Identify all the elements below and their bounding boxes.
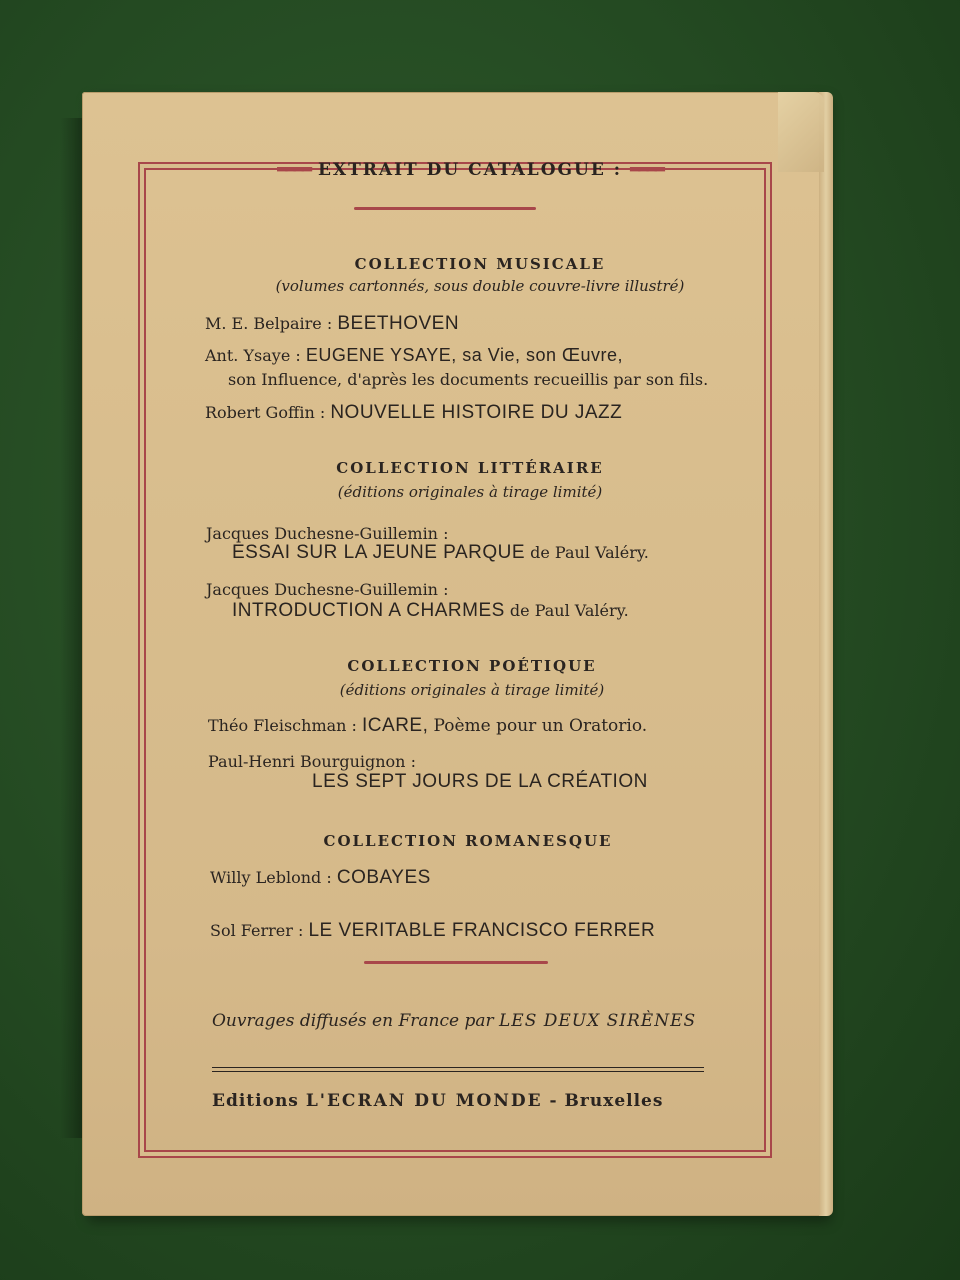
entry-work: LE VERITABLE FRANCISCO FERRER: [308, 920, 656, 941]
entry-belpaire: [205, 313, 459, 335]
publisher-name: L'ECRAN DU MONDE: [305, 1091, 543, 1111]
entry-ysaye-line2: son Influence, d'après les documents recueillis par son fils.: [228, 370, 709, 389]
entry-leblond: [210, 867, 431, 889]
footer-rule: [364, 961, 548, 964]
header-ornament-right: ════: [629, 160, 663, 180]
entry-suffix: de Paul Valéry.: [530, 543, 649, 562]
entry-author: Ant. Ysaye :: [205, 346, 301, 365]
entry-author: Théo Fleischman :: [208, 716, 357, 735]
entry-bourguignon-work: LES SEPT JOURS DE LA CRÉATION: [312, 771, 648, 792]
entry-fleischman: [208, 715, 647, 737]
distribution-line: [212, 1011, 696, 1031]
entry-goffin: [205, 402, 622, 424]
entry-ysaye: [205, 345, 623, 366]
entry-author: Willy Leblond :: [210, 868, 332, 887]
section-title-romanesque: COLLECTION ROMANESQUE: [323, 832, 613, 850]
publisher-city: Bruxelles: [564, 1091, 664, 1111]
entry-bourguignon-author: Paul-Henri Bourguignon :: [208, 752, 416, 771]
distribution-prefix: Ouvrages diffusés en France par: [212, 1011, 494, 1031]
entry-work: ICARE,: [362, 715, 429, 736]
publisher-line: [212, 1091, 663, 1111]
header-ornament-left: ════: [277, 160, 311, 180]
entry-work: NOUVELLE HISTOIRE DU JAZZ: [330, 402, 623, 423]
entry-suffix: Poème pour un Oratorio.: [433, 716, 648, 736]
section-subtitle-poetique: (éditions originales à tirage limité): [339, 681, 605, 699]
catalogue-header: [0, 160, 950, 180]
section-subtitle-musicale: (volumes cartonnés, sous double couvre-livre illustré): [275, 277, 685, 295]
section-subtitle-litteraire: (éditions originales à tirage limité): [337, 483, 603, 501]
entry-author: M. E. Belpaire :: [205, 314, 333, 333]
entry-work: COBAYES: [336, 867, 431, 888]
publisher-separator: -: [549, 1091, 558, 1111]
section-title-poetique: COLLECTION POÉTIQUE: [347, 657, 597, 675]
entry-duchesne-2-author: Jacques Duchesne-Guillemin :: [206, 580, 449, 599]
entry-duchesne-1-work: [232, 542, 649, 564]
header-rule: [354, 207, 536, 210]
publisher-prefix: Editions: [212, 1091, 299, 1111]
entry-ferrer: [210, 920, 655, 942]
entry-duchesne-2-work: [232, 600, 629, 622]
catalogue-title: EXTRAIT DU CATALOGUE :: [317, 160, 623, 180]
entry-work: ESSAI SUR LA JEUNE PARQUE: [232, 542, 526, 563]
entry-author: Sol Ferrer :: [210, 921, 304, 940]
entry-work: EUGENE YSAYE, sa Vie, son Œuvre,: [305, 345, 623, 365]
publisher-double-rule: [212, 1067, 704, 1072]
entry-author: Robert Goffin :: [205, 403, 326, 422]
entry-work: INTRODUCTION A CHARMES: [232, 600, 505, 621]
entry-suffix: de Paul Valéry.: [509, 601, 629, 620]
entry-duchesne-1-author: Jacques Duchesne-Guillemin :: [206, 524, 449, 543]
entry-work: BEETHOVEN: [337, 313, 460, 334]
section-title-litteraire: COLLECTION LITTÉRAIRE: [336, 459, 604, 477]
distributor-name: LES DEUX SIRÈNES: [499, 1011, 697, 1031]
section-title-musicale: COLLECTION MUSICALE: [354, 255, 606, 273]
